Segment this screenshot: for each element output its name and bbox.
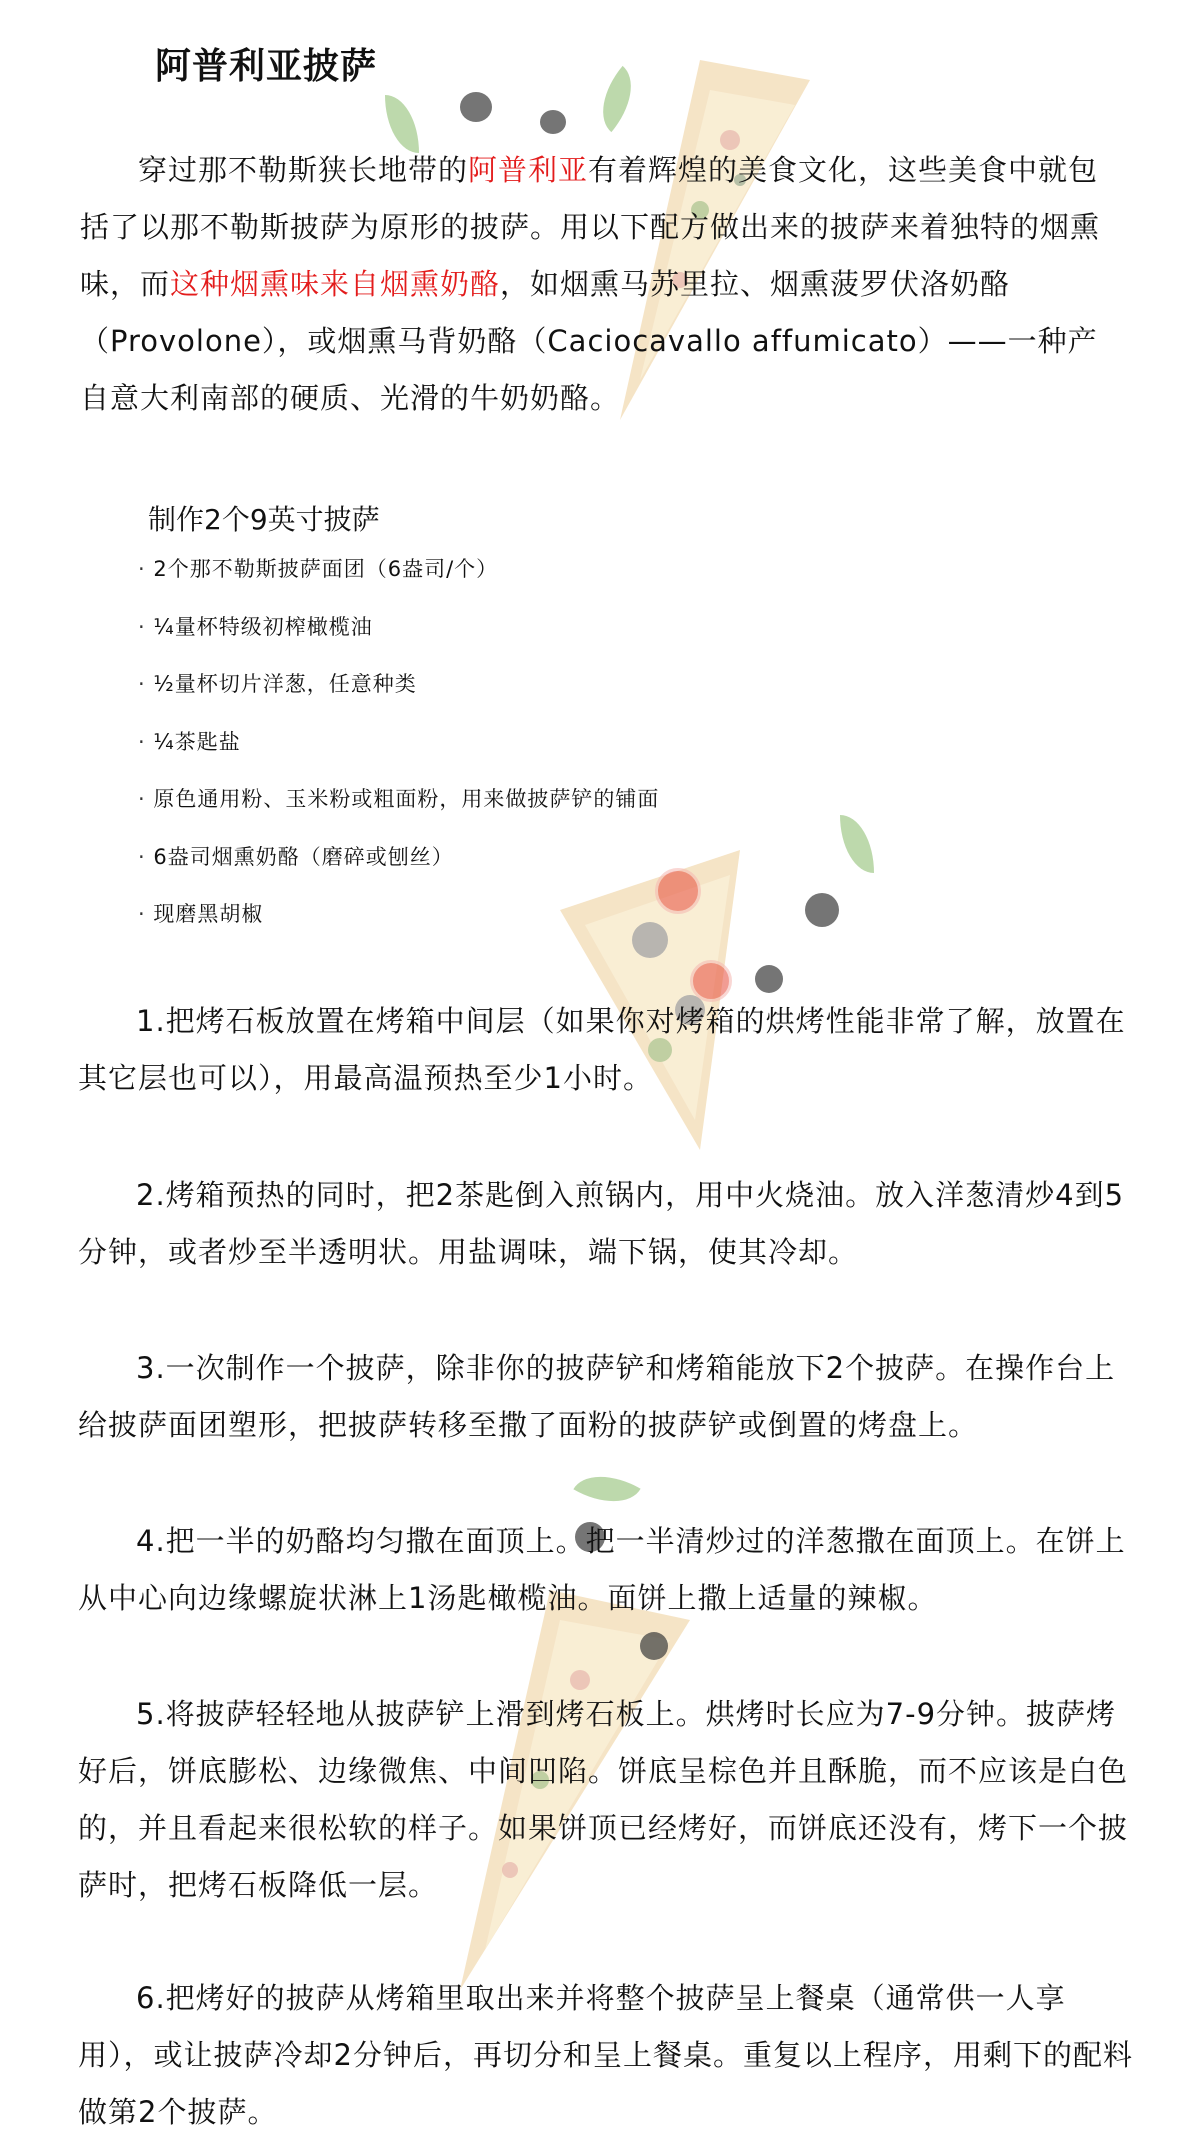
intro-text-pre: 穿过那不勒斯狭长地带的 xyxy=(138,153,469,187)
ingredient-item: · 6盎司烟熏奶酪（磨碎或刨丝） xyxy=(138,843,659,901)
step-5: 5.将披萨轻轻地从披萨铲上滑到烤石板上。烘烤时长应为7-9分钟。披萨烤好后，饼底膨松、边缘微焦、中间凹陷。饼底呈棕色并且酥脆，而不应该是白色的，并且看起来很松软的样子。如果饼顶已经烤好，而饼底还没有，烤下一个披萨时，把烤石板降低一层。 xyxy=(78,1697,1129,1902)
olive-icon xyxy=(460,92,492,122)
step-1: 1.把烤石板放置在烤箱中间层（如果你对烤箱的烘烤性能非常了解，放置在其它层也可以），用最高温预热至少1小时。 xyxy=(78,1004,1126,1095)
page-title: 阿普利亚披萨 xyxy=(155,46,378,87)
step-2: 2.烤箱预热的同时，把2茶匙倒入煎锅内，用中火烧油。放入洋葱清炒4到5分钟，或者炒至半透明状。用盐调味，端下锅，使其冷却。 xyxy=(78,1178,1125,1269)
ingredient-item: · ½量杯切片洋葱，任意种类 xyxy=(138,670,659,728)
olive-icon xyxy=(540,110,566,134)
olive-icon xyxy=(755,965,783,993)
ingredients-title: 制作2个9英寸披萨 xyxy=(148,503,380,536)
ingredient-item: · ¼茶匙盐 xyxy=(138,728,659,786)
basil-leaf-icon xyxy=(585,66,648,132)
intro-text-mid: 有着辉煌的美食文化，这些美食中就包括了以那不勒斯披萨为原形的披萨。用以下配方做出来的披萨来着独特的烟熏味，而 xyxy=(80,153,1101,301)
tomato-slice-icon xyxy=(655,868,701,914)
olive-icon xyxy=(805,893,839,927)
intro-text-post: ，如烟熏马苏里拉、烟熏菠罗伏洛奶酪（Provolone），或烟熏马背奶酪（Caciocavallo affumicato）——一种产自意大利南部的硬质、光滑的牛奶奶酪。 xyxy=(80,267,1098,415)
ingredients-list xyxy=(138,555,659,958)
step-4: 4.把一半的奶酪均匀撒在面顶上。把一半清炒过的洋葱撒在面顶上。在饼上从中心向边缘螺旋状淋上1汤匙橄榄油。面饼上撒上适量的辣椒。 xyxy=(78,1524,1126,1615)
basil-leaf-icon xyxy=(840,815,874,873)
ingredient-item: · 现磨黑胡椒 xyxy=(138,900,659,958)
ingredient-item: · 2个那不勒斯披萨面团（6盎司/个） xyxy=(138,555,659,613)
olive-icon xyxy=(640,1632,668,1660)
intro-paragraph xyxy=(80,142,1120,427)
ingredient-item: · ¼量杯特级初榨橄榄油 xyxy=(138,613,659,671)
step-3: 3.一次制作一个披萨，除非你的披萨铲和烤箱能放下2个披萨。在操作台上给披萨面团塑形，把披萨转移至撒了面粉的披萨铲或倒置的烤盘上。 xyxy=(78,1351,1116,1442)
ingredient-item: · 原色通用粉、玉米粉或粗面粉，用来做披萨铲的铺面 xyxy=(138,785,659,843)
highlight-apulia: 阿普利亚 xyxy=(468,153,589,187)
step-6: 6.把烤好的披萨从烤箱里取出来并将整个披萨呈上餐桌（通常供一人享用），或让披萨冷却2分钟后，再切分和呈上餐桌。重复以上程序，用剩下的配料做第2个披萨。 xyxy=(78,1981,1133,2129)
highlight-smoked-cheese: 这种烟熏味来自烟熏奶酪 xyxy=(170,267,501,301)
basil-leaf-icon xyxy=(573,1460,640,1518)
